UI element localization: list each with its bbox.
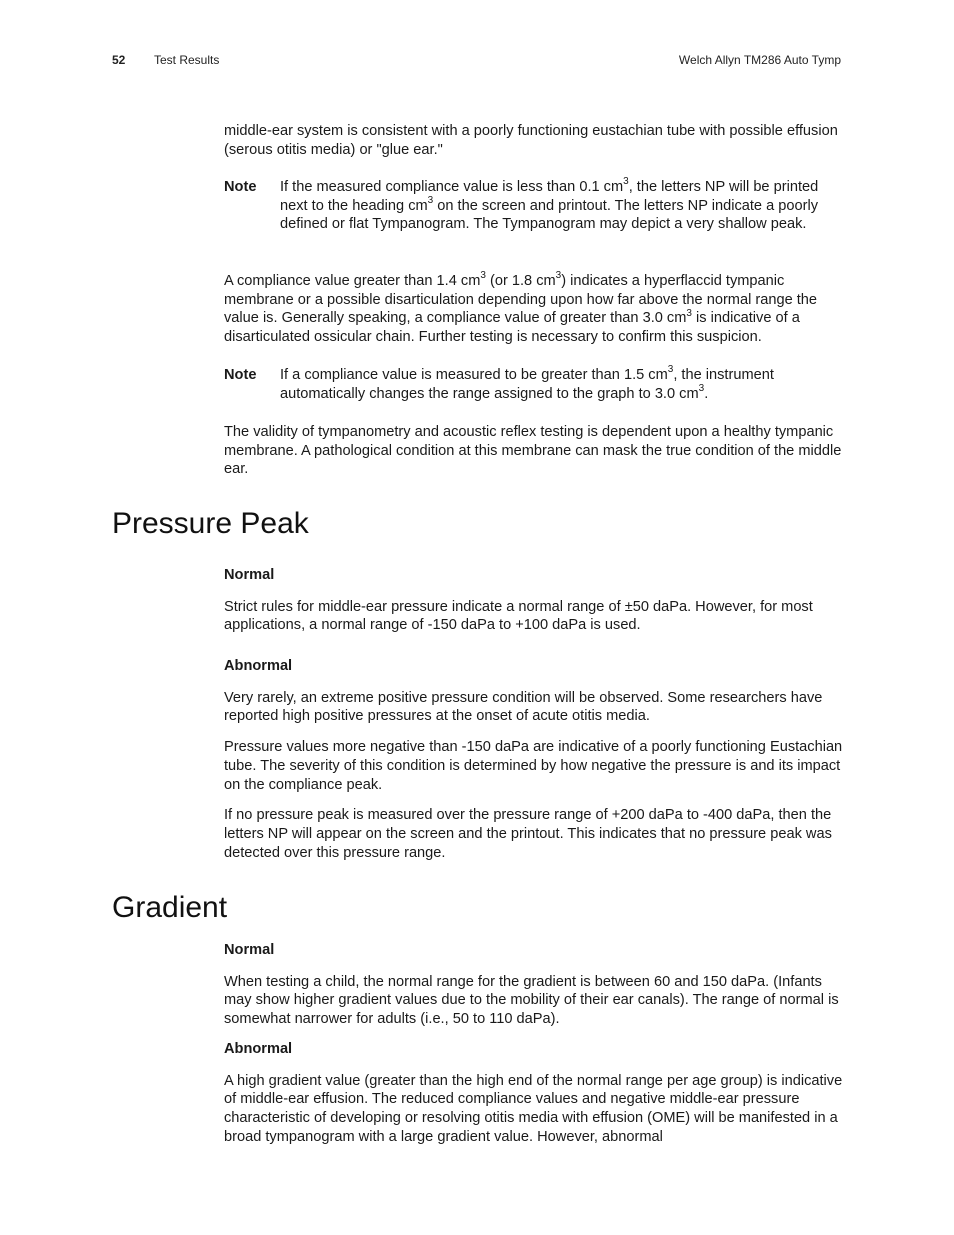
pressure-abnormal-heading: Abnormal — [224, 658, 293, 674]
note-text: If the measured compliance value is less than 0.1 $cm^3$, the letters NP will be printed next to the heading $cm^3$ on the screen and printout. The letters NP indicate a poorly defined or flat Tympanogram. The Tympanogram may depict a very shallow peak. — [280, 176, 819, 233]
gradient-normal — [224, 941, 844, 1029]
pressure-abnormal — [224, 657, 844, 862]
pressure-normal-text: Strict rules for middle-ear pressure indicate a normal range of ±50 daPa. However, for most applications, a normal range of -150 daPa to +100 daPa is used. — [224, 598, 813, 634]
product-name: Welch Allyn TM286 Auto Tymp — [678, 53, 841, 67]
intro-text-1: middle-ear system is consistent with a poorly functioning eustachian tube with possible effusion (serous otitis media) or "glue ear." — [224, 123, 838, 158]
pressure-normal-heading: Normal — [224, 567, 275, 583]
pressure-normal — [224, 566, 844, 635]
page-header — [112, 53, 841, 69]
pressure-abnormal-text-1: Very rarely, an extreme positive pressure condition will be observed. Some researchers have reported high positive pressures at the onset of acute otitis media. — [224, 689, 823, 725]
gradient-normal-text: When testing a child, the normal range for the gradient is between 60 and 150 daPa. (Infants may show higher gradient values due to the mobility of their ear canals). The range of normal is somewhat narrower for adults (i.e., 50 to 110 daPa). — [224, 973, 839, 1028]
section-title-gradient: Gradient — [112, 891, 228, 924]
page-number: 52 — [112, 53, 126, 67]
note-label: Note — [224, 367, 257, 383]
intro-paragraph-2 — [224, 272, 844, 347]
pressure-abnormal-text-3: If no pressure peak is measured over the pressure range of +200 daPa to -400 daPa, then the letters NP will appear on the screen and the printout. This indicates that no pressure peak was detected over this pressure range. — [224, 807, 832, 861]
intro-text-3: The validity of tympanometry and acoustic reflex testing is dependent upon a healthy tympanic membrane. A pathological condition at this membrane can mask the true condition of the middle ear. — [224, 424, 842, 478]
intro-text-2: A compliance value greater than 1.4 $cm^3$ (or 1.8 $cm^3$) indicates a hyperflaccid tympanic membrane or a possible disarticulation depending upon how far above the normal range the value is. Generally speaking, a compliance value of greater than 3.0 $cm^3$ is indicative of a disarticulated ossicular chain. Further testing is necessary to confirm this suspicion. — [224, 270, 818, 346]
note-1 — [224, 178, 844, 234]
intro-paragraph-1 — [224, 122, 844, 159]
note-2 — [224, 366, 844, 403]
note-label: Note — [224, 179, 257, 195]
gradient-abnormal-text: A high gradient value (greater than the high end of the normal range per age group) is indicative of middle-ear effusion. The reduced compliance values and negative middle-ear pressure characteristic of developing or resolving otitis media with effusion (OME) will be manifested in a broad tympanogram with a large gradient value. However, abnormal — [224, 1072, 843, 1145]
note-text: If a compliance value is measured to be greater than 1.5 $cm^3$, the instrument automatically changes the range assigned to the graph to 3.0 $cm^3$. — [280, 364, 774, 402]
intro-paragraph-3 — [224, 423, 844, 479]
gradient-abnormal-heading: Abnormal — [224, 1041, 293, 1057]
section-name: Test Results — [154, 53, 220, 67]
pressure-abnormal-text-2: Pressure values more negative than -150 daPa are indicative of a poorly functioning Eustachian tube. The severity of this condition is determined by how negative the pressure is and its impact on the compliance peak. — [224, 739, 843, 793]
gradient-abnormal — [224, 1040, 844, 1147]
gradient-normal-heading: Normal — [224, 942, 275, 958]
section-title-pressure-peak: Pressure Peak — [112, 507, 309, 540]
